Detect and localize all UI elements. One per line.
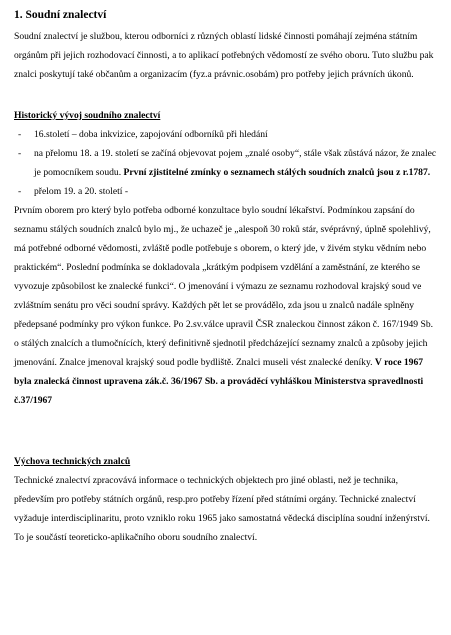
history-paragraph — [14, 201, 439, 410]
history-item-text: přelom 19. a 20. století - — [34, 186, 129, 197]
history-list-item — [14, 182, 439, 201]
education-paragraph: Technické znalectví zpracovává informace o technických objektech pro jiné oblasti, než je technika, především pro potřeby státních orgánů, resp.pro potřeby řízení před státními orgány. Technické znalectví vyžaduje interdisciplinaritu, proto vzniklo roku 1965 jako samostatná vědecká disciplína soudní inženýrství. To je součástí teoreticko-aplikačního oboru soudního znalectví. — [14, 475, 430, 543]
history-list-item — [14, 144, 439, 182]
education-section-title: Výchova technických znalců — [14, 456, 131, 467]
history-item-text: na přelomu 18. a 19. století se začíná objevovat pojem „znalé osoby“, stále však zůstává názor, že znalec je pomocníkem soudu. — [34, 148, 437, 178]
history-section-title: Historický vývoj soudního znalectví — [14, 110, 161, 121]
history-item-bold-text: První zjistitelné zmínky o seznamech stálých soudních znalců jsou z r.1787. — [123, 167, 431, 178]
intro-paragraph: Soudní znalectví je službou, kterou odborníci z různých oblastí lidské činnosti pomáhají zejména státním orgánům při jejich rozhodovací činnosti, a to aplikací potřebných vědomostí ze svého oboru. Tuto službu pak znalci poskytují také občanům a organizacím (fyz.a právnic.osobám) pro potřeby jejich právních úkonů. — [14, 31, 434, 80]
history-list — [14, 125, 439, 201]
chapter-heading: 1. Soudní znalectví — [14, 9, 107, 21]
history-body-bold-text: V roce 1967 byla znalecká činnost upravena zák.č. 36/1967 Sb. a prováděcí vyhláškou Ministerstva spravedlnosti č.37/1967 — [14, 357, 424, 406]
spacer — [14, 84, 439, 106]
history-item-text: 16.století – doba inkvizice, zapojování odborníků při hledání — [34, 129, 268, 140]
history-list-item — [14, 125, 439, 144]
history-body-text: Prvním oborem pro který bylo potřeba odborné konzultace bylo soudní lékařství. Podmínkou zapsání do seznamu stálých soudních znalců bylo mj., že uchazeč je „alespoň 30 roků stár, svéprávný, úplně spolehlivý, má potřebné odborné vědomosti, zvláště podle potřebuje s oborem, o který jde, v živém styku vědním nebo praktickém“. Poslední podmínka se dokladovala „krátkým podpisem vzdělání a zaměstnání, ze kterého se vyvozuje způsobilost ke znalecké funkci“. O jmenování i výmazu ze seznamu rozhodoval krajský soud ve zvláštním senátu pro věci soudní správy. Každých pět let se provádělo, zda jsou u znalců nadále splněny předepsané podmínky pro výkon funkce. Po 2.sv.válce upravil ČSR znaleckou činnost zákon č. 167/1949 Sb. o stálých znalcích a tlumočnících, který definitivně sjednotil předcházející seznamy znalců a způsoby jejich jmenování. Znalce jmenoval krajský soud podle bydliště. Znalci museli vést znalecké deníky. — [14, 205, 434, 368]
spacer — [14, 410, 439, 452]
